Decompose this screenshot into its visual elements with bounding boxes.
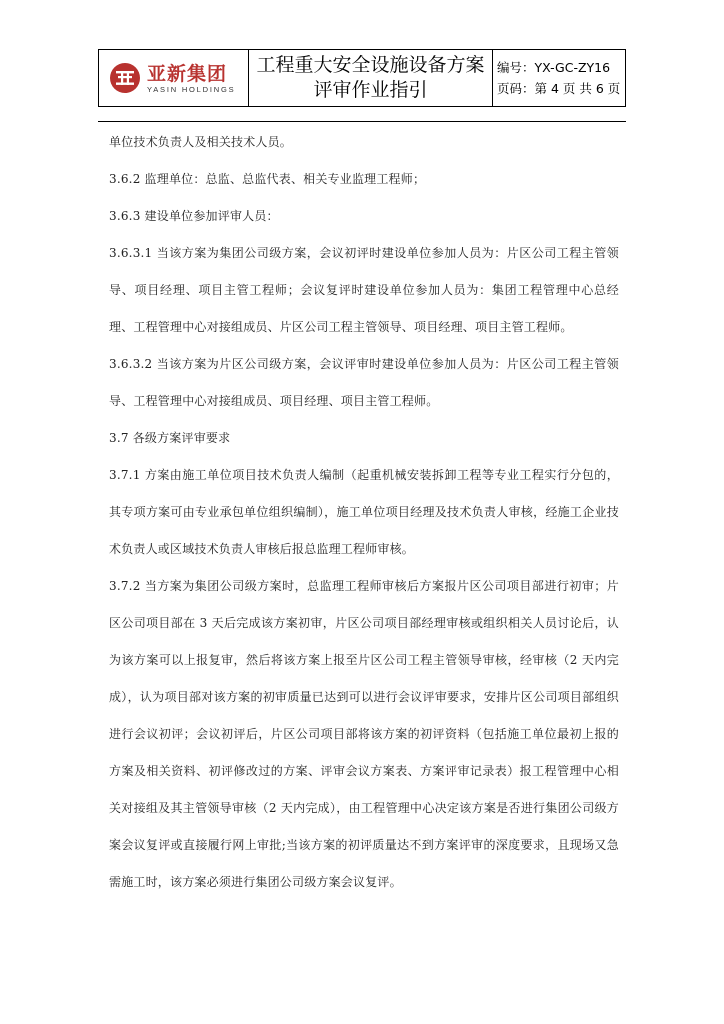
paragraph-3-6-3: 3.6.3 建设单位参加评审人员： (109, 209, 279, 223)
document-body (109, 124, 619, 901)
company-name-en: YASIN HOLDINGS (147, 84, 236, 94)
page-number: 页码：第 4 页 共 6 页 (497, 81, 621, 96)
document-header (98, 49, 626, 107)
paragraph-3-7-1: 3.7.1 方案由施工单位项目技术负责人编制（起重机械安装拆卸工程等专业工程实行分包的，其专项方案可由专业承包单位组织编制），施工单位项目经理及技术负责人审核，经施工企业技术负责人或区域技术负责人审核后报总监理工程师审核。 (109, 468, 619, 556)
paragraph-continuation: 单位技术负责人及相关技术人员。 (109, 135, 293, 149)
paragraph-3-6-3-2: 3.6.3.2 当该方案为片区公司级方案，会议评审时建设单位参加人员为：片区公司工程主管领导、工程管理中心对接组成员、项目经理、项目主管工程师。 (109, 357, 619, 408)
company-logo (99, 50, 249, 106)
company-name-cn: 亚新集团 (147, 62, 228, 85)
document-number: 编号：YX-GC-ZY16 (497, 60, 611, 75)
title-line-2: 评审作业指引 (313, 79, 428, 101)
logo-text (147, 63, 235, 94)
yasin-logo-icon (109, 62, 141, 94)
paragraph-3-6-2: 3.6.2 监理单位：总监、总监代表、相关专业监理工程师； (109, 172, 426, 186)
document-info (493, 50, 625, 106)
section-heading-3-7: 3.7 各级方案评审要求 (109, 431, 231, 445)
paragraph-3-6-3-1: 3.6.3.1 当该方案为集团公司级方案，会议初评时建设单位参加人员为：片区公司工程主管领导、项目经理、项目主管工程师；会议复评时建设单位参加人员为：集团工程管理中心总经理、工程管理中心对接组成员、片区公司工程主管领导、项目经理、项目主管工程师。 (109, 246, 619, 334)
paragraph-3-7-2: 3.7.2 当方案为集团公司级方案时，总监理工程师审核后方案报片区公司项目部进行初审；片区公司项目部在 3 天后完成该方案初审，片区公司项目部经理审核或组织相关人员讨论后，认为该方案可以上报复审，然后将该方案上报至片区公司工程主管领导审核，经审核（2 天内完成），认为项目部对该方案的初审质量已达到可以进行会议评审要求，安排片区公司项目部组织进行会议初评；会议初评后，片区公司项目部将该方案的初评资料（包括施工单位最初上报的方案及相关资料、初评修改过的方案、评审会议方案表、方案评审记录表）报工程管理中心相关对接组及其主管领导审核（2 天内完成），由工程管理中心决定该方案是否进行集团公司级方案会议复评或直接履行网上审批;当该方案的初评质量达不到方案评审的深度要求，且现场又急需施工时，该方案必须进行集团公司级方案会议复评。 (109, 579, 619, 889)
header-divider (98, 121, 626, 122)
document-title (249, 50, 493, 106)
title-line-1: 工程重大安全设施设备方案 (256, 54, 485, 76)
